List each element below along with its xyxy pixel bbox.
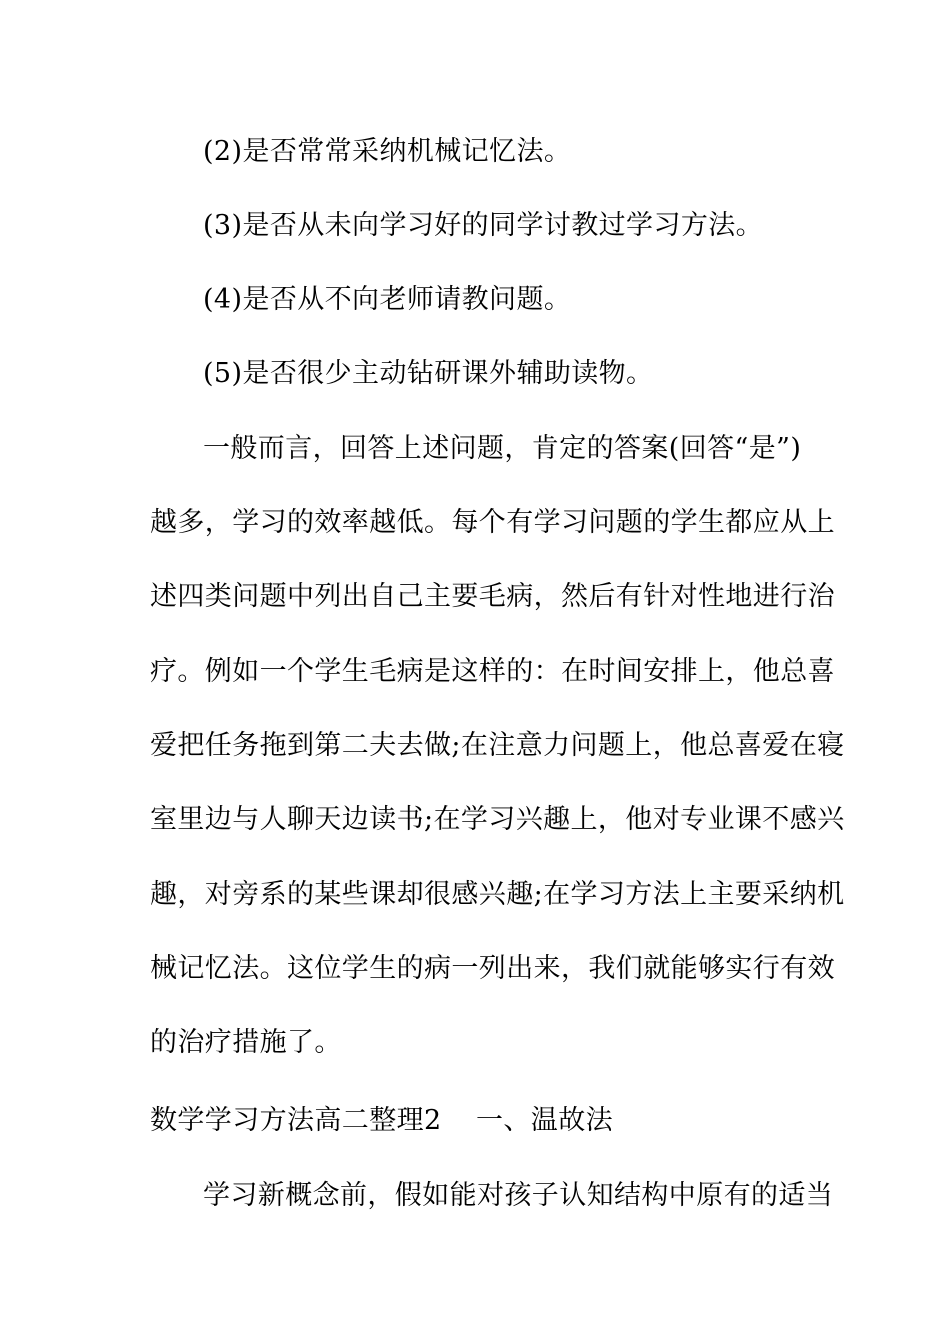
- list-item: (3)是否从未向学习好的同学讨教过学习方法。: [203, 210, 764, 241]
- paragraph-line: 械记忆法。这位学生的病一列出来，我们就能够实行有效: [150, 953, 835, 984]
- paragraph-line: 室里边与人聊天边读书;在学习兴趣上，他对专业课不感兴: [150, 804, 845, 835]
- paragraph-line: 学习新概念前，假如能对孩子认知结构中原有的适当: [203, 1180, 834, 1211]
- section-heading: 数学学习方法高二整理2: [150, 1105, 442, 1136]
- paragraph-line: 越多，学习的效率越低。每个有学习问题的学生都应从上: [150, 507, 835, 538]
- paragraph-line: 述四类问题中列出自己主要毛病，然后有针对性地进行治: [150, 581, 835, 612]
- paragraph-line: 疗。例如一个学生毛病是这样的：在时间安排上，他总喜: [150, 656, 835, 687]
- paragraph-line: 趣，对旁系的某些课却很感兴趣;在学习方法上主要采纳机: [150, 879, 845, 910]
- paragraph-line: 一般而言，回答上述问题，肯定的答案(回答“是”): [203, 433, 802, 464]
- list-item: (2)是否常常采纳机械记忆法。: [203, 136, 572, 167]
- list-item: (5)是否很少主动钻研课外辅助读物。: [203, 358, 654, 389]
- list-item: (4)是否从不向老师请教问题。: [203, 284, 572, 315]
- section-subheading: 一、温故法: [476, 1105, 613, 1136]
- paragraph-line: 爱把任务拖到第二夫去做;在注意力问题上，他总喜爱在寝: [150, 730, 845, 761]
- paragraph-line: 的治疗措施了。: [150, 1027, 342, 1058]
